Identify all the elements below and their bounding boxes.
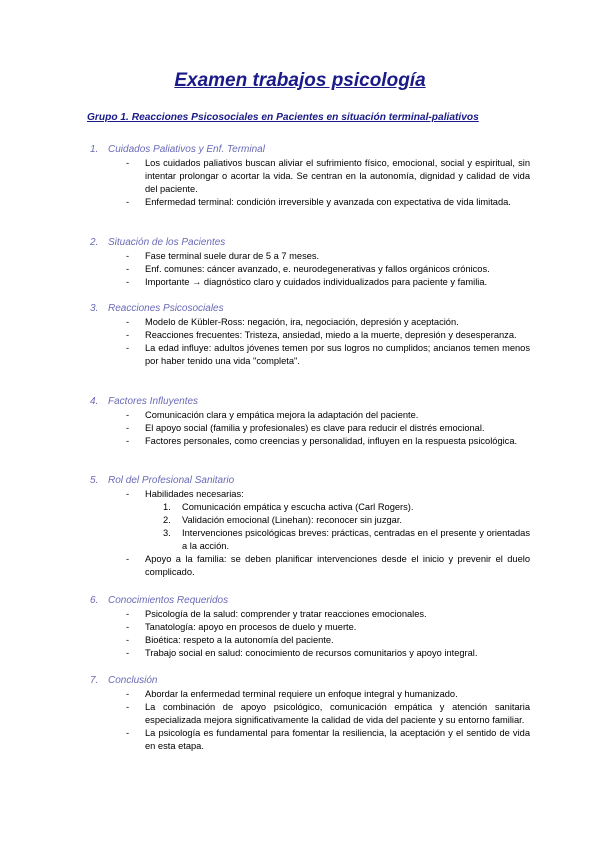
bullet-dash: -: [126, 330, 130, 340]
bullet-dash: -: [126, 264, 130, 274]
list-item-text: Tanatología: apoyo en procesos de duelo y muerte.: [145, 622, 357, 632]
numbered-sublist: [145, 501, 530, 553]
sublist-number: 1.: [163, 502, 171, 512]
list-item: [90, 647, 530, 660]
section-3: [90, 302, 530, 368]
section-title: Situación de los Pacientes: [108, 237, 226, 248]
list-item: [90, 701, 530, 727]
bullet-dash: -: [126, 158, 130, 168]
section-number: 5.: [90, 475, 99, 486]
list-item-text: Modelo de Kübler-Ross: negación, ira, negociación, depresión y aceptación.: [145, 317, 459, 327]
bullet-dash: -: [126, 554, 130, 564]
sublist-number: 2.: [163, 515, 171, 525]
section-heading: [90, 395, 530, 409]
list-item-text: Los cuidados paliativos buscan aliviar el sufrimiento físico, emocional, social y espiritual, sin intentar prolongar o acortar la vida. Se centran en la autonomía, dignidad y calidad de vida del paciente.: [145, 158, 530, 194]
list-item-text: La combinación de apoyo psicológico, comunicación empática y atención sanitaria especializada mejora significativamente la calidad de vida del paciente y su entorno familiar.: [145, 702, 530, 725]
sublist-item: [145, 514, 530, 527]
list-item-text: Factores personales, como creencias y personalidad, influyen en la respuesta psicológica.: [145, 436, 518, 446]
bullet-dash: -: [126, 317, 130, 327]
list-item: [90, 634, 530, 647]
section-title: Rol del Profesional Sanitario: [108, 475, 235, 486]
list-item: [90, 727, 530, 753]
bullet-dash: -: [126, 489, 130, 499]
section-heading: [90, 143, 530, 157]
sublist-number: 3.: [163, 528, 171, 538]
document-title: Examen trabajos psicología: [174, 70, 426, 91]
list-item-text: Abordar la enfermedad terminal requiere un enfoque integral y humanizado.: [145, 689, 458, 699]
section-number: 6.: [90, 595, 99, 606]
list-item: [90, 608, 530, 621]
list-item-text: La edad influye: adultos jóvenes temen por sus logros no cumplidos; ancianos temen menos por haber tenido una vida "completa".: [145, 343, 530, 366]
list-item-text: Enf. comunes: cáncer avanzado, e. neurodegenerativas y fallos orgánicos crónicos.: [145, 264, 490, 274]
bullet-dash: -: [126, 689, 130, 699]
bullet-dash: -: [126, 622, 130, 632]
list-item: [90, 409, 530, 422]
sublist-item: [145, 501, 530, 514]
bullet-dash: -: [126, 648, 130, 658]
list-item-text: Reacciones frecuentes: Tristeza, ansiedad, miedo a la muerte, depresión y desesperanza.: [145, 330, 517, 340]
list-item: [90, 329, 530, 342]
section-number: 3.: [90, 303, 99, 314]
sublist-item: [145, 527, 530, 553]
section-1: [90, 143, 530, 209]
list-item: [90, 553, 530, 579]
section-title: Cuidados Paliativos y Enf. Terminal: [108, 144, 265, 155]
list-item-text: Importante → diagnóstico claro y cuidados individualizados para paciente y familia.: [145, 277, 488, 287]
list-item: [90, 621, 530, 634]
sublist-text: Intervenciones psicológicas breves: prácticas, centradas en el presente y orientadas a la acción.: [182, 528, 530, 551]
bullet-dash: -: [126, 702, 130, 712]
section-heading: [90, 474, 530, 488]
list-item-text: Psicología de la salud: comprender y tratar reacciones emocionales.: [145, 609, 427, 619]
bullet-dash: -: [126, 635, 130, 645]
section-heading: [90, 236, 530, 250]
section-5: [90, 474, 530, 579]
sublist-text: Validación emocional (Linehan): reconocer sin juzgar.: [182, 515, 402, 525]
section-4: [90, 395, 530, 448]
list-item: [90, 276, 530, 289]
section-title: Conclusión: [108, 675, 158, 686]
bullet-dash: -: [126, 436, 130, 446]
list-item-text: La psicología es fundamental para fomentar la resiliencia, la aceptación y el sentido de vida en esta etapa.: [145, 728, 530, 751]
section-heading: [90, 302, 530, 316]
list-item: [90, 422, 530, 435]
group-heading: Grupo 1. Reacciones Psicosociales en Pacientes en situación terminal-paliativos: [87, 112, 479, 123]
section-title: Reacciones Psicosociales: [108, 303, 224, 314]
section-number: 7.: [90, 675, 99, 686]
section-2: [90, 236, 530, 289]
section-heading: [90, 674, 530, 688]
list-item-text: Bioética: respeto a la autonomía del paciente.: [145, 635, 334, 645]
list-item: [90, 688, 530, 701]
list-item-text: Comunicación clara y empática mejora la adaptación del paciente.: [145, 410, 419, 420]
list-item: [90, 263, 530, 276]
bullet-dash: -: [126, 343, 130, 353]
section-title: Factores Influyentes: [108, 396, 199, 407]
section-title: Conocimientos Requeridos: [108, 595, 229, 606]
list-item-text: Fase terminal suele durar de 5 a 7 meses.: [145, 251, 320, 261]
sublist-text: Comunicación empática y escucha activa (Carl Rogers).: [182, 502, 414, 512]
list-item-text: El apoyo social (familia y profesionales) es clave para reducir el distrés emocional.: [145, 423, 485, 433]
section-heading: [90, 594, 530, 608]
list-item-text: Habilidades necesarias:: [145, 489, 244, 499]
bullet-dash: -: [126, 251, 130, 261]
list-item: [90, 488, 530, 553]
list-item: [90, 157, 530, 196]
list-item-text: Trabajo social en salud: conocimiento de recursos comunitarios y apoyo integral.: [145, 648, 478, 658]
list-item: [90, 250, 530, 263]
list-item: [90, 316, 530, 329]
bullet-dash: -: [126, 197, 130, 207]
bullet-dash: -: [126, 609, 130, 619]
bullet-dash: -: [126, 728, 130, 738]
section-7: [90, 674, 530, 753]
section-number: 4.: [90, 396, 99, 407]
list-item: [90, 196, 530, 209]
section-6: [90, 594, 530, 660]
section-number: 2.: [90, 237, 99, 248]
list-item-text: Apoyo a la familia: se deben planificar intervenciones desde el inicio y prevenir el duelo complicado.: [145, 554, 530, 577]
list-item: [90, 435, 530, 448]
bullet-dash: -: [126, 423, 130, 433]
list-item: [90, 342, 530, 368]
bullet-dash: -: [126, 410, 130, 420]
list-item-text: Enfermedad terminal: condición irreversible y avanzada con expectativa de vida limitada.: [145, 197, 511, 207]
bullet-dash: -: [126, 277, 130, 287]
section-number: 1.: [90, 144, 99, 155]
